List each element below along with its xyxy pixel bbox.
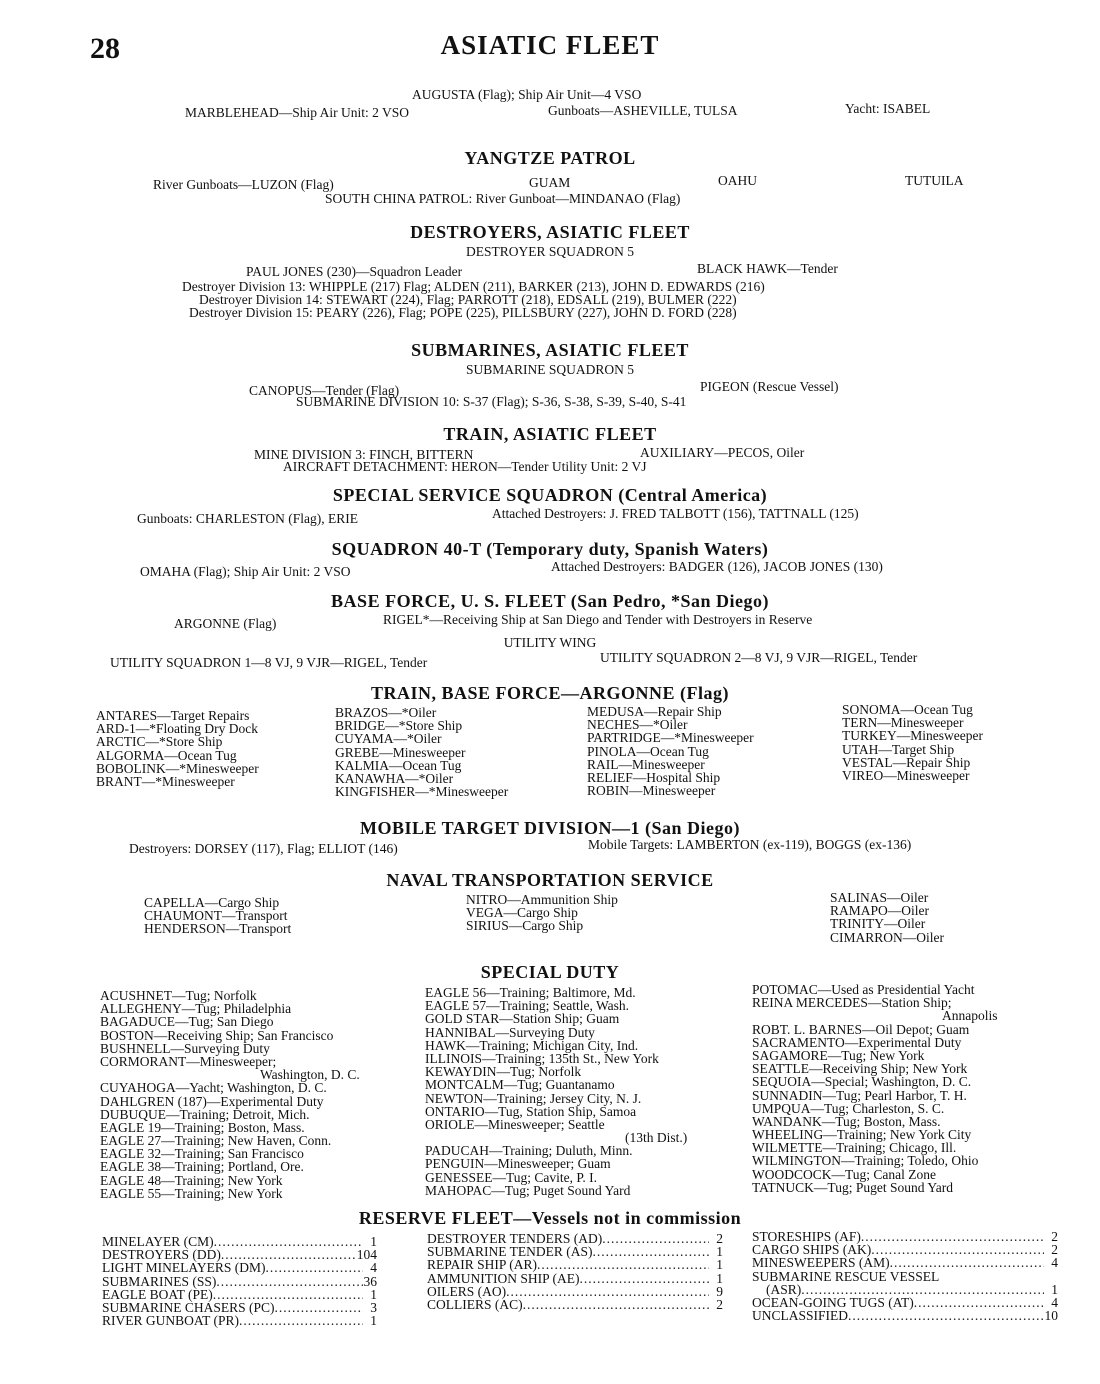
- list-item: TERN—Minesweeper: [842, 715, 964, 731]
- list-item: Washington, D. C.: [260, 1067, 360, 1083]
- utility-wing: UTILITY WING: [503, 635, 597, 650]
- list-item: CAPELLA—Cargo Ship: [144, 895, 280, 910]
- list-item: TATNUCK—Tug; Puget Sound Yard: [752, 1179, 953, 1195]
- destroyer-division-15: Destroyer Division 15: PEARY (226), Flag; POPE (225), PILLSBURY (227), JOHN D. FORD (228): [189, 305, 737, 320]
- reserve-row: STORESHIPS (AF) ..... 2: [752, 1230, 1058, 1243]
- submarine-squadron: SUBMARINE SQUADRON 5: [465, 362, 635, 377]
- submarine-division: SUBMARINE DIVISION 10: S-37 (Flag); S-36, S-38, S-39, S-40, S-41: [296, 394, 687, 409]
- reserve-row: (ASR) ..... 1: [752, 1283, 1058, 1296]
- list-item: SAGAMORE—Tug; New York: [752, 1047, 925, 1063]
- list-item: SEQUOIA—Special; Washington, D. C.: [752, 1074, 972, 1090]
- list-item: ILLINOIS—Training; 135th St., New York: [425, 1050, 659, 1066]
- list-item: HENDERSON—Transport: [144, 921, 292, 937]
- mobile-targets: Mobile Targets: LAMBERTON (ex-119), BOGGS (ex-136): [588, 837, 912, 852]
- list-item: SEATTLE—Receiving Ship; New York: [752, 1061, 968, 1077]
- mine-division: MINE DIVISION 3: FINCH, BITTERN: [254, 447, 474, 462]
- train-base-column-2: [335, 706, 508, 798]
- reserve-row: DESTROYERS (DD) ..... 104: [102, 1248, 377, 1261]
- list-item: KALMIA—Ocean Tug: [335, 757, 462, 773]
- omaha-line: OMAHA (Flag); Ship Air Unit: 2 VSO: [140, 564, 351, 579]
- reserve-row: LIGHT MINELAYERS (DM) ..... 4: [102, 1261, 377, 1274]
- list-item: CORMORANT—Minesweeper;: [100, 1053, 277, 1069]
- list-item: VIREO—Minesweeper: [842, 767, 970, 783]
- list-item: DUBUQUE—Training; Detroit, Mich.: [100, 1106, 310, 1122]
- list-item: MEDUSA—Repair Ship: [587, 704, 722, 719]
- list-item: BRIDGE—*Store Ship: [335, 718, 463, 734]
- train-asiatic-heading: TRAIN, ASIATIC FLEET: [443, 424, 657, 444]
- yangtze-tutuila: TUTUILA: [905, 173, 964, 188]
- reserve-row: SUBMARINE TENDER (AS) ..... 1: [427, 1245, 723, 1258]
- list-item: EAGLE 56—Training; Baltimore, Md.: [425, 985, 636, 1000]
- list-item: ALGORMA—Ocean Tug: [96, 747, 237, 763]
- list-item: EAGLE 27—Training; New Haven, Conn.: [100, 1133, 332, 1149]
- list-item: PADUCAH—Training; Duluth, Minn.: [425, 1143, 633, 1159]
- list-item: NEWTON—Training; Jersey City, N. J.: [425, 1090, 642, 1106]
- list-item: VEGA—Cargo Ship: [466, 905, 578, 921]
- canopus-line: CANOPUS—Tender (Flag): [249, 383, 400, 398]
- reserve-row: OILERS (AO) ..... 9: [427, 1285, 723, 1298]
- special-duty-column-3: [752, 983, 998, 1194]
- list-item: TURKEY—Minesweeper: [842, 728, 983, 744]
- yangtze-heading: YANGTZE PATROL: [464, 148, 636, 168]
- list-item: DAHLGREN (187)—Experimental Duty: [100, 1093, 324, 1109]
- nts-heading: NAVAL TRANSPORTATION SERVICE: [386, 870, 714, 890]
- list-item: SONOMA—Ocean Tug: [842, 702, 973, 717]
- list-item: NITRO—Ammunition Ship: [466, 892, 618, 907]
- reserve-column-3: [752, 1230, 1058, 1322]
- reserve-row: REPAIR SHIP (AR) ..... 1: [427, 1258, 723, 1271]
- squadron-40t-heading: SQUADRON 40-T (Temporary duty, Spanish Waters): [331, 539, 769, 559]
- utility-squadron-1: UTILITY SQUADRON 1—8 VJ, 9 VJR—RIGEL, Tender: [110, 655, 428, 670]
- list-item: WHEELING—Training; New York City: [752, 1127, 972, 1143]
- nts-column-3: [830, 891, 944, 944]
- yangtze-gunboats: River Gunboats—LUZON (Flag): [153, 177, 334, 192]
- list-item: KANAWHA—*Oiler: [335, 770, 454, 786]
- gunboats-line: Gunboats—ASHEVILLE, TULSA: [548, 103, 738, 118]
- train-base-heading: TRAIN, BASE FORCE—ARGONNE (Flag): [370, 683, 730, 703]
- list-item: BAGADUCE—Tug; San Diego: [100, 1014, 274, 1030]
- list-item: NECHES—*Oiler: [587, 717, 688, 733]
- pigeon-line: PIGEON (Rescue Vessel): [700, 379, 839, 394]
- reserve-row: EAGLE BOAT (PE) ..... 1: [102, 1288, 377, 1301]
- destroyer-tender: BLACK HAWK—Tender: [697, 261, 838, 276]
- mobile-target-heading: MOBILE TARGET DIVISION—1 (San Diego): [359, 818, 741, 838]
- mobile-target-destroyers: Destroyers: DORSEY (117), Flag; ELLIOT (146): [129, 841, 398, 856]
- reserve-row: RIVER GUNBOAT (PR) ..... 1: [102, 1314, 377, 1327]
- list-item: GREBE—Minesweeper: [335, 744, 466, 760]
- squadron-40t-destroyers: Attached Destroyers: BADGER (126), JACOB JONES (130): [551, 559, 883, 574]
- list-item: TRINITY—Oiler: [830, 916, 926, 932]
- reserve-row: DESTROYER TENDERS (AD) ..... 2: [427, 1232, 723, 1245]
- list-item: PARTRIDGE—*Minesweeper: [587, 730, 754, 746]
- list-item: SIRIUS—Cargo Ship: [466, 918, 584, 934]
- destroyer-division-14: Destroyer Division 14: STEWART (224), Flag; PARROTT (218), EDSALL (219), BULMER (222): [199, 292, 737, 307]
- list-item: ANTARES—Target Repairs: [96, 708, 250, 723]
- list-item: BOBOLINK—*Minesweeper: [96, 760, 259, 776]
- list-item: PENGUIN—Minesweeper; Guam: [425, 1156, 611, 1172]
- list-item: BOSTON—Receiving Ship; San Francisco: [100, 1027, 334, 1043]
- list-item: KINGFISHER—*Minesweeper: [335, 784, 509, 800]
- reserve-heading: RESERVE FLEET—Vessels not in commission: [358, 1208, 742, 1228]
- rigel-line: RIGEL*—Receiving Ship at San Diego and Tender with Destroyers in Reserve: [383, 612, 813, 627]
- list-item: CHAUMONT—Transport: [144, 908, 288, 924]
- page-title: ASIATIC FLEET: [440, 30, 660, 60]
- destroyer-squadron: DESTROYER SQUADRON 5: [465, 244, 634, 259]
- list-item: EAGLE 55—Training; New York: [100, 1185, 283, 1201]
- destroyers-heading: DESTROYERS, ASIATIC FLEET: [410, 222, 690, 242]
- reserve-row: COLLIERS (AC) ..... 2: [427, 1298, 723, 1311]
- list-item: POTOMAC—Used as Presidential Yacht: [752, 982, 975, 997]
- train-base-column-3: [587, 705, 754, 797]
- reserve-column-1: [102, 1235, 377, 1327]
- south-china-patrol: SOUTH CHINA PATROL: River Gunboat—MINDANAO (Flag): [325, 191, 681, 206]
- list-item: EAGLE 48—Training; New York: [100, 1172, 283, 1188]
- list-item: CIMARRON—Oiler: [830, 929, 944, 945]
- special-duty-column-1: [100, 989, 360, 1200]
- list-item: ROBT. L. BARNES—Oil Depot; Guam: [752, 1021, 970, 1037]
- special-service-gunboats: Gunboats: CHARLESTON (Flag), ERIE: [137, 511, 358, 526]
- nts-column-2: [466, 893, 618, 933]
- train-base-column-1: [96, 709, 259, 788]
- list-item: MONTCALM—Tug; Guantanamo: [425, 1077, 615, 1093]
- argonne-line: ARGONNE (Flag): [174, 616, 277, 631]
- special-service-destroyers: Attached Destroyers: J. FRED TALBOTT (156), TATTNALL (125): [492, 506, 859, 521]
- page-number: 28: [90, 32, 120, 65]
- list-item: ORIOLE—Minesweeper; Seattle: [425, 1116, 605, 1132]
- aircraft-detachment: AIRCRAFT DETACHMENT: HERON—Tender Utility Unit: 2 VJ: [283, 459, 647, 474]
- list-item: PINOLA—Ocean Tug: [587, 743, 709, 759]
- list-item: ARCTIC—*Store Ship: [96, 734, 223, 750]
- reserve-row: SUBMARINES (SS) ..... 36: [102, 1275, 377, 1288]
- base-force-heading: BASE FORCE, U. S. FLEET (San Pedro, *San Diego): [331, 591, 769, 611]
- list-item: SALINAS—Oiler: [830, 890, 929, 905]
- list-item: GENESSEE—Tug; Cavite, P. I.: [425, 1169, 598, 1185]
- nts-column-1: [144, 896, 291, 936]
- list-item: HAWK—Training; Michigan City, Ind.: [425, 1037, 639, 1053]
- train-base-column-4: [842, 703, 983, 782]
- list-item: WILMINGTON—Training; Toledo, Ohio: [752, 1153, 979, 1169]
- list-item: EAGLE 57—Training; Seattle, Wash.: [425, 998, 630, 1014]
- squadron-leader: PAUL JONES (230)—Squadron Leader: [246, 264, 463, 279]
- list-item: MAHOPAC—Tug; Puget Sound Yard: [425, 1182, 631, 1198]
- list-item: ROBIN—Minesweeper: [587, 783, 716, 799]
- special-duty-column-2: [425, 986, 687, 1197]
- list-item: GOLD STAR—Station Ship; Guam: [425, 1011, 620, 1027]
- reserve-row: CARGO SHIPS (AK) ..... 2: [752, 1243, 1058, 1256]
- auxiliary-line: AUXILIARY—PECOS, Oiler: [640, 445, 805, 460]
- list-item: HANNIBAL—Surveying Duty: [425, 1024, 595, 1040]
- list-item: REINA MERCEDES—Station Ship;: [752, 995, 952, 1011]
- list-item: KEWAYDIN—Tug; Norfolk: [425, 1064, 582, 1080]
- list-item: RAIL—Minesweeper: [587, 756, 705, 772]
- reserve-row: OCEAN-GOING TUGS (AT) ..... 4: [752, 1296, 1058, 1309]
- submarines-heading: SUBMARINES, ASIATIC FLEET: [411, 340, 689, 360]
- list-item: EAGLE 32—Training; San Francisco: [100, 1146, 304, 1162]
- list-item: ONTARIO—Tug, Station Ship, Samoa: [425, 1103, 637, 1119]
- list-item: EAGLE 19—Training; Boston, Mass.: [100, 1119, 305, 1135]
- list-item: RAMAPO—Oiler: [830, 903, 930, 919]
- list-item: SACRAMENTO—Experimental Duty: [752, 1034, 962, 1050]
- list-item: Annapolis: [942, 1008, 998, 1024]
- list-item: UTAH—Target Ship: [842, 741, 955, 757]
- list-item: BUSHNELL—Surveying Duty: [100, 1040, 270, 1056]
- yangtze-oahu: OAHU: [718, 173, 757, 188]
- list-item: BRANT—*Minesweeper: [96, 773, 235, 789]
- list-item: WOODCOCK—Tug; Canal Zone: [752, 1166, 936, 1182]
- list-item: SUNNADIN—Tug; Pearl Harbor, T. H.: [752, 1087, 967, 1103]
- reserve-row: UNCLASSIFIED ..... 10: [752, 1309, 1058, 1322]
- list-item: BRAZOS—*Oiler: [335, 705, 437, 720]
- reserve-row: SUBMARINE RESCUE VESSEL: [752, 1268, 940, 1284]
- list-item: RELIEF—Hospital Ship: [587, 769, 721, 785]
- marblehead-line: MARBLEHEAD—Ship Air Unit: 2 VSO: [185, 105, 410, 120]
- list-item: ACUSHNET—Tug; Norfolk: [100, 988, 257, 1003]
- reserve-row: MINELAYER (CM) ..... 1: [102, 1235, 377, 1248]
- special-duty-heading: SPECIAL DUTY: [480, 962, 620, 982]
- list-item: WANDANK—Tug; Boston, Mass.: [752, 1113, 941, 1129]
- list-item: CUYAHOGA—Yacht; Washington, D. C.: [100, 1080, 327, 1096]
- list-item: ALLEGHENY—Tug; Philadelphia: [100, 1001, 292, 1017]
- flagship-line: AUGUSTA (Flag); Ship Air Unit—4 VSO: [412, 87, 642, 102]
- reserve-column-2: [427, 1232, 723, 1311]
- reserve-row: SUBMARINE CHASERS (PC) ..... 3: [102, 1301, 377, 1314]
- yacht-line: Yacht: ISABEL: [845, 101, 931, 116]
- list-item: UMPQUA—Tug; Charleston, S. C.: [752, 1100, 945, 1116]
- list-item: WILMETTE—Training; Chicago, Ill.: [752, 1140, 957, 1156]
- list-item: ARD-1—*Floating Dry Dock: [96, 721, 258, 737]
- list-item: VESTAL—Repair Ship: [842, 754, 971, 770]
- yangtze-guam: GUAM: [529, 175, 571, 190]
- utility-squadron-2: UTILITY SQUADRON 2—8 VJ, 9 VJR—RIGEL, Tender: [600, 650, 918, 665]
- reserve-row: AMMUNITION SHIP (AE) ..... 1: [427, 1272, 723, 1285]
- list-item: (13th Dist.): [625, 1130, 688, 1146]
- special-service-heading: SPECIAL SERVICE SQUADRON (Central America): [332, 485, 768, 505]
- list-item: EAGLE 38—Training; Portland, Ore.: [100, 1159, 304, 1175]
- reserve-row: MINESWEEPERS (AM) ..... 4: [752, 1256, 1058, 1269]
- destroyer-division-13: Destroyer Division 13: WHIPPLE (217) Flag; ALDEN (211), BARKER (213), JOHN D. EDWARDS (216): [182, 279, 765, 294]
- list-item: CUYAMA—*Oiler: [335, 731, 442, 747]
